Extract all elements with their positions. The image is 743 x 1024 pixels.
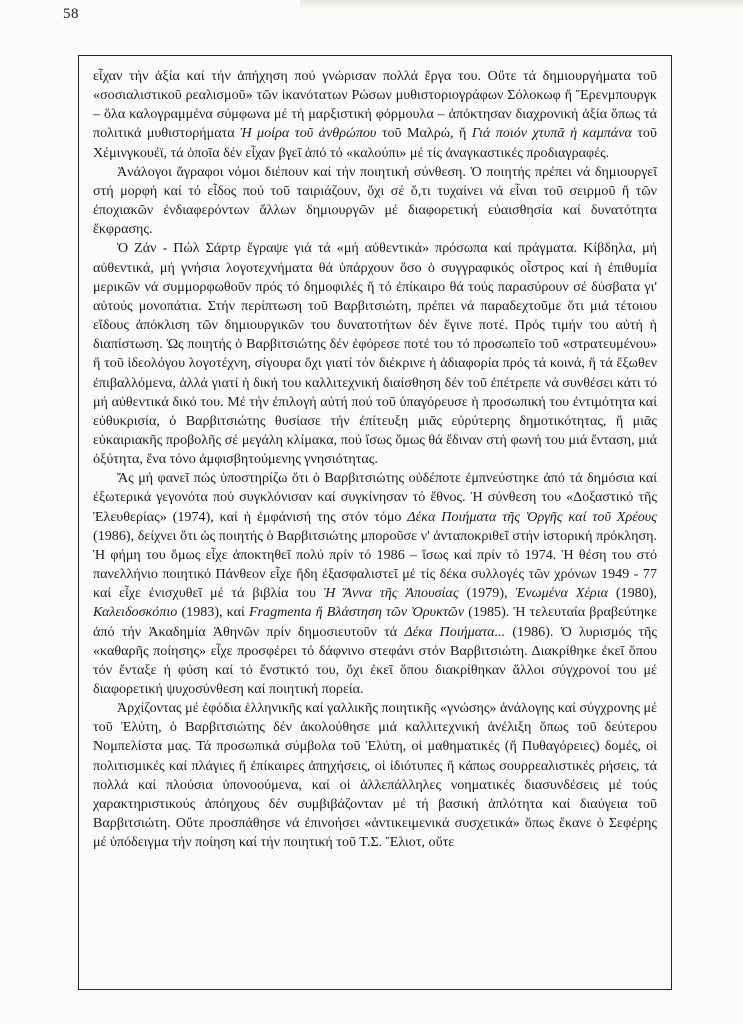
- book-title: Ἡ Ἄννα τῆς Ἀπουσίας: [323, 585, 459, 602]
- book-title: Καλειδοσκόπιο: [93, 604, 178, 621]
- paragraph: [93, 469, 657, 699]
- text-segment: Ὁ Ζάν - Πώλ Σάρτρ ἔγραψε γιά τά «μή αὐθεντικά» πρόσωπα καί πράγματα. Κίβδηλα, μή αὐθεντικά, μή γνήσια λογοτεχνήματα θά ὑπάρχουν ὅσο ὁ συγγραφικός οἶστρος καί ἡ ἐπιθυμία μερικῶν νά συμμορφωθοῦν πρός τό δημοφιλές ἤ τό ἐπίκαιρο θά τούς παρασύρουν σέ δύσβατα γι' αὐτούς μονοπάτια. Στήν περίπτωση τοῦ Βαρβιτσιώτη, πρέπει νά παραδεχτοῦμε ὅτι μιά τέτοιου εἴδους ἀπόκλιση τῶν δημιουργικῶν του δυνατοτήτων δέν ἔγινε ποτέ. Πρός τιμήν του αὐτή ἡ διαπίστωση. Ὡς ποιητής ὁ Βαρβιτσιώτης δέν ἐφόρεσε ποτέ του τό προσωπεῖο τοῦ «στρατευμένου» ἤ τοῦ ἰδεολόγου λογοτέχνη, σίγουρα ὄχι γιατί τόν διέκρινε ἡ ἀδιαφορία πρός τά κοινά, ἤ τά ἔξωθεν ἐπιβαλλόμενα, ἀλλά γιατί ἡ δική του καλλιτεχνική διαίσθηση δέν τοῦ ἐπέτρεπε νά συνθέσει κάτι τό μή αὐθεντικά δικό του. Μέ τήν ἐπιλογή αὐτή πού τοῦ ὑπαγόρευσε ἡ προσωπική του ἐντιμότητα καί εὐθυκρισία, ὁ Βαρβιτσιώτης θυσίασε τήν ἐπίτευξη μιᾶς εὐρύτερης δημοτικότητας, ἤ μιᾶς εὐκαιριακῆς προβολῆς σέ μεγάλη κλίμακα, πού ἴσως ὅμως θά ἔδιναν στή φωνή του μιά ἔνταση, μιά ὀξύτητα, ἕνα τόνο ἀμφισβητούμενης γνησιότητας.: [93, 240, 657, 468]
- text-segment: εἶχαν τήν ἀξία καί τήν ἀπήχηση πού γνώρισαν πολλά ἔργα του. Οὔτε τά δημιουργήματα τοῦ «σοσιαλιστικοῦ ρεαλισμοῦ» τῶν ἱκανότατων Ρώσων μυθιστοριογράφων Σόλοκωφ ἤ Ἔρενμπουργκ – ὅλα καλογραμμένα σύμφωνα μέ τή μαρξιστική φόρμουλα – ἀπόκτησαν διαχρονική ἀξία ὅπως τά πολιτικά μυθιστορήματα: [93, 68, 657, 142]
- book-title: Δέκα Ποιήματα τῆς Ὀργῆς καί τοῦ Χρέους: [407, 508, 657, 525]
- scan-artifact: [300, 0, 743, 10]
- text-segment: (1986), δείχνει ὅτι ὡς ποιητής ὁ Βαρβιτσιώτης μποροῦσε ν' ἀνταποκριθεῖ στήν ἱστορική πρόκληση. Ἡ φήμη του ὅμως εἶχε ἀποκτηθεῖ πολύ πρίν τό 1986 – ἴσως καί πρίν τό 1974. Ἡ θέση του στό πανελλήνιο ποιητικό Πάνθεον εἶχε ἤδη ἐξασφαλιστεῖ μέ τίς δέκα συλλογές τῶν χρόνων 1949 - 77 καί εἶχε ἐνισχυθεῖ μέ τά βιβλία του: [93, 527, 657, 602]
- paragraph: [93, 163, 657, 240]
- text-segment: Ἀνάλογοι ἄγραφοι νόμοι διέπουν καί τήν ποιητική σύνθεση. Ὁ ποιητής πρέπει νά δημιουργεῖ στή μορφή καί τό εἶδος πού τοῦ ταιριάζουν, ὄχι σέ ὅ,τι τυχαίνει νά εἶναι τοῦ σειρμοῦ ἤ τῶν ἐποχιακῶν ἐνδιαφερόντων ἄλλων δημιουργῶν μέ διαφορετική εὐαισθησία καί δυνατότητα ἔκφρασης.: [93, 163, 657, 238]
- page-number: 58: [63, 6, 79, 22]
- book-title: Ἑνωμένα Χέρια: [515, 585, 609, 602]
- book-title: Ἡ μοίρα τοῦ ἀνθρώπου: [240, 125, 377, 142]
- text-segment: (1979),: [458, 585, 516, 602]
- text-segment: (1980),: [608, 585, 657, 602]
- paragraph: [93, 67, 657, 163]
- text-segment: τοῦ Μαλρώ, ἤ: [376, 125, 472, 142]
- text-segment: Ἀρχίζοντας μέ ἐφόδια ἑλληνικῆς καί γαλλικῆς ποιητικῆς «γνώσης» ἀνάλογης καί σύγχρονης μέ τοῦ Ἐλύτη, ὁ Βαρβιτσιώτης δέν ἀκολούθησε μιά καλλιτεχνική ἀνέλιξη ὅπως τοῦ δεύτερου Νομπελίστα μας. Τά προσωπικά σύμβολα τοῦ Ἐλύτη, οἱ μαθηματικές (ἤ Πυθαγόρειες) δομές, οἱ πολιτισμικές καί πλάγιες ἤ ἐπίκαιρες ἀπηχήσεις, οἱ ἰδιότυπες ἤ κάπως σουρρεαλιστικές ρήσεις, τά πολλά καί πλούσια ὑπονοούμενα, καί οἱ ἀλλεπάλληλες νοηματικές διασυνδέσεις μέ τούς χαρακτηριστικούς ἀπόηχους δέν συμβιβάζονταν μέ τή βασική ἁπλότητα καί διαύγεια τοῦ Βαρβιτσιώτη. Οὔτε προσπάθησε νά ἐπινοήσει «ἀντικειμενικά συσχετικά» ὅπως ἔκανε ὁ Σεφέρης μέ ὑπόδειγμα τήν ποίηση καί τήν ποιητική τοῦ Τ.Σ. Ἔλιοτ, οὔτε: [93, 700, 657, 851]
- text-segment: Ἄς μή φανεῖ πώς ὑποστηρίζω ὅτι ὁ Βαρβιτσιώτης οὐδέποτε ἐμπνεύστηκε ἀπό τά δημόσια καί ἐξωτερικά γεγονότα πού συγκλόνισαν καί συγκίνησαν τό ἔθνος. Ἡ σύνθεση του «Δοξαστικό τῆς Ἐλευθερίας» (1974), καί ἡ ἐμφάνισή της στόν τόμο: [93, 470, 657, 525]
- book-title: Fragmenta ἤ Βλάστηση τῶν Ὀρυκτῶν: [248, 604, 465, 621]
- book-title: Γιά ποιόν χτυπᾶ ἡ καμπάνα: [471, 125, 632, 142]
- text-segment: (1985). Ἡ τελευταία βραβεύτηκε ἀπό τήν Ἀκαδημία Ἀθηνῶν πρίν δημοσιευτοῦν τά: [93, 604, 657, 640]
- text-segment: (1986). Ὁ λυρισμός τῆς «καθαρῆς ποίησης» εἶχε προσφέρει τό δάφνινο στεφάνι στόν Βαρβιτσιώτη. Διακρίθηκε ἐκεῖ ὅπου τόν ἔνταξε ἡ φύση καί τό ἔνστικτό του, ὄχι ἐκεῖ ὅπου διακρίθηκαν ἄλλοι σύγχρονοί του μέ διαφορετική ψυχοσύνθεση καί ποιητική πορεία.: [93, 623, 657, 697]
- text-segment: τοῦ Χέμινγκουέϊ, τά ὁποῖα δέν εἶχαν βγεῖ ἀπό τό «καλούπι» μέ τίς ἀναγκαστικές προδιαγραφές.: [93, 125, 657, 161]
- paragraph: [93, 699, 657, 852]
- paragraph: [93, 239, 657, 469]
- text-segment: (1983), καί: [177, 604, 249, 621]
- book-title: Δέκα Ποιήματα...: [404, 623, 506, 640]
- text-frame: [78, 55, 672, 990]
